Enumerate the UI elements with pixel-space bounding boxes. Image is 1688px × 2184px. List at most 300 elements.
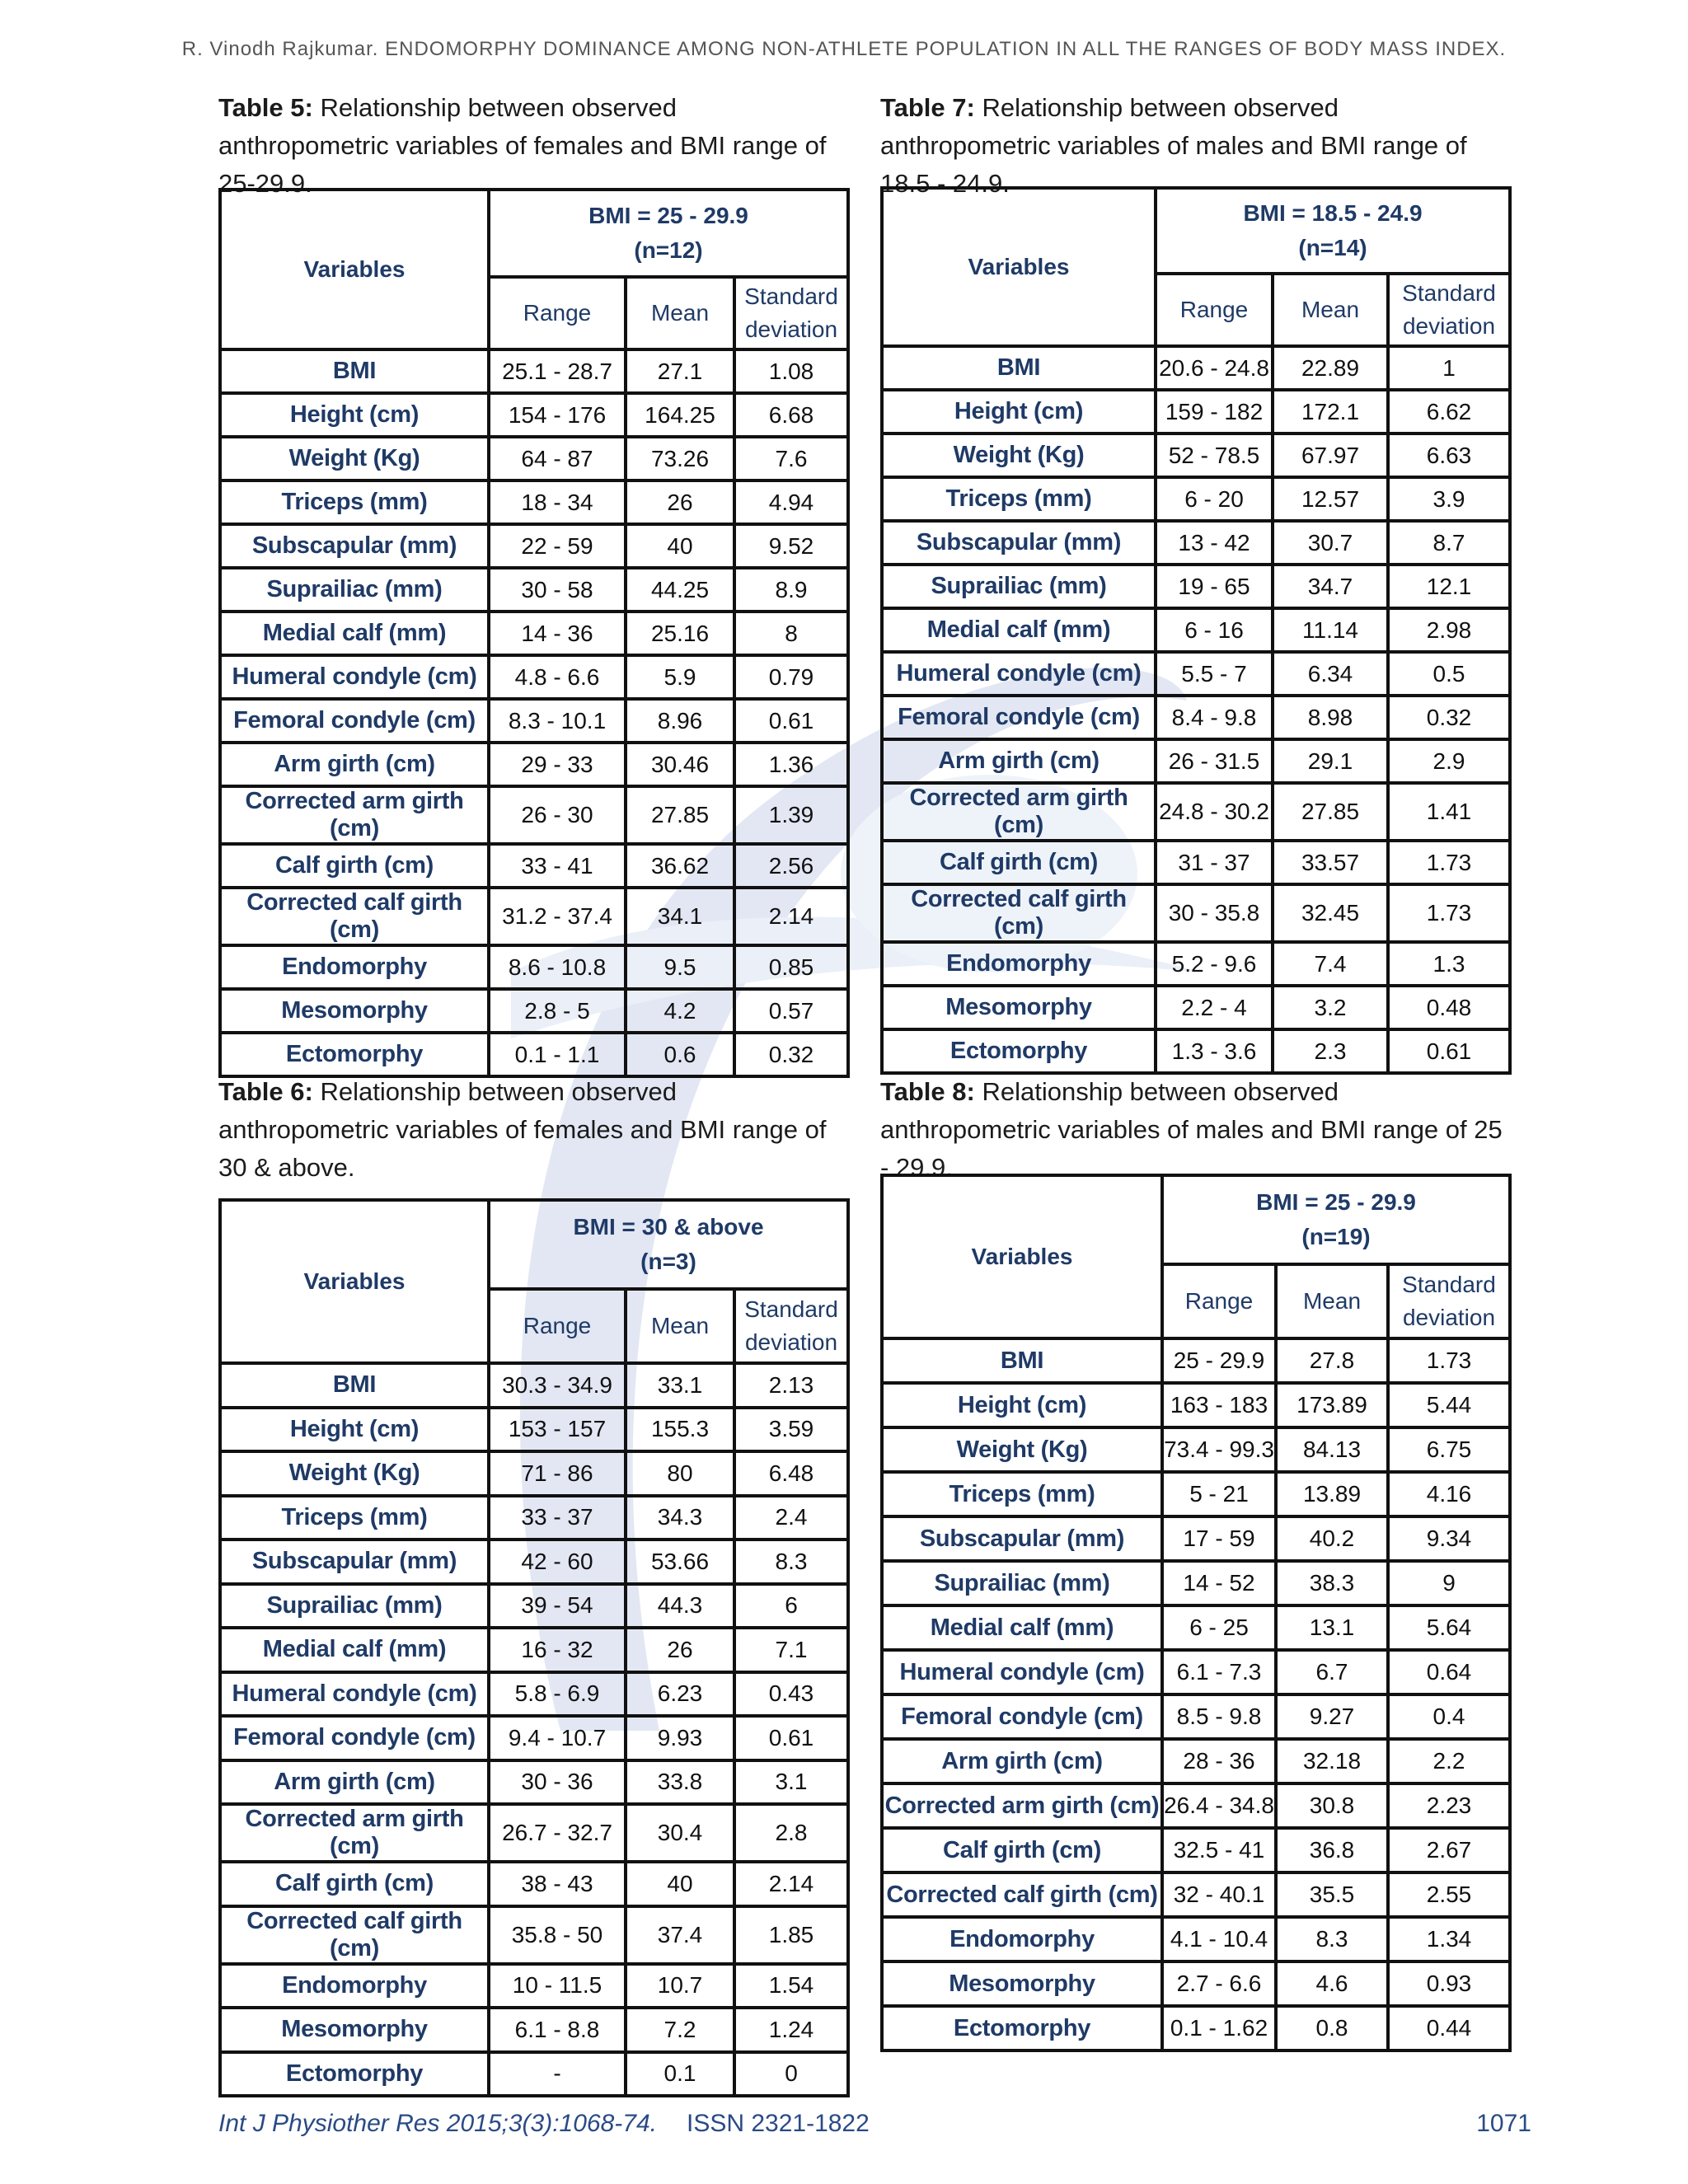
table-5 [218,188,850,1078]
sd-cell: 0.4 [1388,1694,1510,1739]
table-row [882,390,1510,434]
variable-cell: Mesomorphy [882,1961,1162,2006]
mean-cell: 11.14 [1273,608,1388,652]
mean-cell: 8.98 [1273,696,1388,739]
mean-cell: 8.3 [1276,1917,1388,1961]
page-number: 1071 [1476,2110,1531,2137]
table-row [220,1496,848,1540]
range-cell: 6.1 - 7.3 [1162,1650,1276,1694]
bmi-group-header: BMI = 18.5 - 24.9 (n=14) [1156,188,1510,274]
table-8 [880,1174,1512,2052]
sd-cell: 0.32 [1388,696,1510,739]
range-cell: 26.4 - 34.8 [1162,1783,1276,1828]
mean-cell: 27.8 [1276,1338,1388,1383]
mean-cell: 33.1 [626,1363,734,1408]
mean-cell: 4.6 [1276,1961,1388,2006]
variable-cell: BMI [220,1363,489,1408]
sd-cell: 0.61 [1388,1029,1510,1073]
sd-cell: 7.6 [734,437,848,480]
sd-cell: 0.93 [1388,1961,1510,2006]
sd-header: Standard deviation [734,1289,848,1363]
table-row [882,696,1510,739]
sd-cell: 4.94 [734,480,848,524]
variable-cell: Arm girth (cm) [220,1760,489,1805]
table-row [220,1804,848,1862]
variable-cell: Height (cm) [220,1408,489,1452]
sd-cell: 2.4 [734,1496,848,1540]
variable-cell: Corrected calf girth (cm) [220,888,489,945]
range-cell: 10 - 11.5 [489,1964,626,2008]
table-row [220,1584,848,1629]
range-cell: 31 - 37 [1156,841,1273,884]
sd-cell: 2.98 [1388,608,1510,652]
table-row [882,1694,1510,1739]
mean-cell: 35.5 [1276,1872,1388,1917]
mean-cell: 30.4 [626,1804,734,1862]
mean-cell: 4.2 [626,989,734,1033]
sd-cell: 2.14 [734,888,848,945]
variable-cell: Suprailiac (mm) [882,1561,1162,1605]
variable-cell: Height (cm) [882,390,1156,434]
sd-cell: 2.56 [734,844,848,888]
table-row [882,1029,1510,1073]
range-cell: 30 - 35.8 [1156,884,1273,942]
sd-cell: 2.13 [734,1363,848,1408]
table-row [882,739,1510,783]
variable-cell: Weight (Kg) [220,1451,489,1496]
variable-cell: Humeral condyle (cm) [220,1672,489,1717]
table-row [220,2052,848,2097]
table-row [220,1408,848,1452]
range-cell: 8.6 - 10.8 [489,945,626,989]
table-row [882,1472,1510,1516]
mean-cell: 32.18 [1276,1739,1388,1783]
mean-cell: 172.1 [1273,390,1388,434]
variable-cell: Subscapular (mm) [220,524,489,568]
mean-cell: 13.1 [1276,1605,1388,1650]
table-row [220,480,848,524]
table-row [882,1605,1510,1650]
variable-cell: Suprailiac (mm) [220,568,489,612]
table-row [882,1828,1510,1872]
range-cell: 24.8 - 30.2 [1156,783,1273,841]
table-row [882,884,1510,942]
sd-cell: 1.3 [1388,942,1510,986]
mean-cell: 34.3 [626,1496,734,1540]
table-6 [218,1198,850,2097]
table-row [220,1628,848,1672]
variable-cell: Weight (Kg) [882,434,1156,477]
sd-cell: 8.3 [734,1540,848,1584]
mean-cell: 6.34 [1273,652,1388,696]
table-row [220,437,848,480]
range-cell: 73.4 - 99.3 [1162,1427,1276,1472]
range-cell: 154 - 176 [489,393,626,437]
variable-cell: Endomorphy [882,1917,1162,1961]
variable-cell: Corrected calf girth (cm) [882,884,1156,942]
mean-cell: 25.16 [626,612,734,655]
table-row [220,1540,848,1584]
table-row [882,1739,1510,1783]
range-cell: 71 - 86 [489,1451,626,1496]
variable-cell: Triceps (mm) [882,477,1156,521]
variable-cell: Corrected arm girth (cm) [220,1804,489,1862]
table-row [882,565,1510,608]
variable-cell: Corrected calf girth (cm) [220,1906,489,1964]
table-row [882,608,1510,652]
variable-cell: Height (cm) [220,393,489,437]
variable-cell: Corrected arm girth (cm) [882,783,1156,841]
sd-cell: 6.62 [1388,390,1510,434]
table-row [882,477,1510,521]
range-cell: 26 - 31.5 [1156,739,1273,783]
sd-cell: 1.41 [1388,783,1510,841]
table-row [882,1917,1510,1961]
table-row [220,612,848,655]
variable-cell: Endomorphy [220,945,489,989]
mean-cell: 164.25 [626,393,734,437]
range-header: Range [1162,1264,1276,1338]
table-row [220,1451,848,1496]
mean-cell: 44.25 [626,568,734,612]
table-row [882,1427,1510,1472]
variable-cell: Triceps (mm) [220,1496,489,1540]
table-row [882,652,1510,696]
variable-cell: Calf girth (cm) [882,841,1156,884]
mean-cell: 33.57 [1273,841,1388,884]
variable-cell: Femoral condyle (cm) [220,699,489,743]
range-cell: 33 - 41 [489,844,626,888]
mean-cell: 27.1 [626,349,734,393]
table-row [882,986,1510,1029]
variable-cell: Triceps (mm) [220,480,489,524]
mean-cell: 40 [626,1862,734,1906]
range-cell: 5.2 - 9.6 [1156,942,1273,986]
mean-cell: 30.7 [1273,521,1388,565]
mean-cell: 34.1 [626,888,734,945]
range-cell: 6 - 16 [1156,608,1273,652]
sd-cell: 0.32 [734,1033,848,1076]
mean-cell: 5.9 [626,655,734,699]
table-row [882,841,1510,884]
table-row [220,568,848,612]
range-cell: 16 - 32 [489,1628,626,1672]
variable-cell: Subscapular (mm) [882,1516,1162,1561]
table-row [220,1906,848,1964]
range-cell: 26 - 30 [489,786,626,844]
sd-cell: 1.73 [1388,1338,1510,1383]
range-cell: 28 - 36 [1162,1739,1276,1783]
table-row [882,521,1510,565]
table-row [882,434,1510,477]
variables-header: Variables [220,190,489,349]
variable-cell: Ectomorphy [882,2006,1162,2050]
table-row [220,1862,848,1906]
range-cell: 64 - 87 [489,437,626,480]
range-cell: 13 - 42 [1156,521,1273,565]
table-row [882,1783,1510,1828]
mean-cell: 73.26 [626,437,734,480]
range-cell: 17 - 59 [1162,1516,1276,1561]
range-header: Range [489,1289,626,1363]
range-cell: 42 - 60 [489,1540,626,1584]
table-row [220,1033,848,1076]
variables-header: Variables [882,1175,1162,1338]
variable-cell: BMI [220,349,489,393]
sd-cell: 1.24 [734,2008,848,2052]
range-cell: 33 - 37 [489,1496,626,1540]
sd-cell: 0.43 [734,1672,848,1717]
variable-cell: Femoral condyle (cm) [882,696,1156,739]
table-row [882,2006,1510,2050]
mean-cell: 7.4 [1273,942,1388,986]
mean-cell: 30.46 [626,743,734,786]
sd-cell: 2.9 [1388,739,1510,783]
variable-cell: Ectomorphy [220,2052,489,2097]
range-cell: 2.8 - 5 [489,989,626,1033]
table-row [220,786,848,844]
running-header: R. Vinodh Rajkumar. ENDOMORPHY DOMINANCE AMONG NON-ATHLETE POPULATION IN ALL THE RANGES OF BODY MASS INDEX. [181,38,1507,60]
variable-cell: Ectomorphy [882,1029,1156,1073]
mean-cell: 33.8 [626,1760,734,1805]
mean-cell: 13.89 [1276,1472,1388,1516]
range-cell: 5.8 - 6.9 [489,1672,626,1717]
table-row [220,844,848,888]
range-cell: 29 - 33 [489,743,626,786]
sd-cell: 0.85 [734,945,848,989]
range-cell: 14 - 52 [1162,1561,1276,1605]
table-7 [880,186,1512,1075]
mean-cell: 40 [626,524,734,568]
sd-cell: 6 [734,1584,848,1629]
sd-cell: 9.34 [1388,1516,1510,1561]
sd-cell: 1.39 [734,786,848,844]
mean-cell: 32.45 [1273,884,1388,942]
sd-cell: 0.64 [1388,1650,1510,1694]
variable-cell: Subscapular (mm) [220,1540,489,1584]
sd-cell: 0.61 [734,1716,848,1760]
range-cell: 6 - 20 [1156,477,1273,521]
sd-cell: 6.75 [1388,1427,1510,1472]
table-row [220,524,848,568]
variable-cell: Humeral condyle (cm) [220,655,489,699]
bmi-group-header: BMI = 25 - 29.9 (n=12) [489,190,848,277]
table-8-caption: Table 8: Relationship between observed anthropometric variables of males and BMI range of 25 - 29.9. [880,1077,1503,1182]
variable-cell: Medial calf (mm) [882,1605,1162,1650]
variable-cell: Arm girth (cm) [882,1739,1162,1783]
table-row [220,699,848,743]
mean-cell: 30.8 [1276,1783,1388,1828]
mean-cell: 0.8 [1276,2006,1388,2050]
table-row [220,1363,848,1408]
variable-cell: Weight (Kg) [882,1427,1162,1472]
range-cell: 18 - 34 [489,480,626,524]
variable-cell: Humeral condyle (cm) [882,652,1156,696]
range-cell: - [489,2052,626,2097]
sd-cell: 1.73 [1388,841,1510,884]
range-cell: 8.4 - 9.8 [1156,696,1273,739]
sd-cell: 3.9 [1388,477,1510,521]
variable-cell: Medial calf (mm) [220,1628,489,1672]
sd-cell: 2.55 [1388,1872,1510,1917]
range-cell: 159 - 182 [1156,390,1273,434]
sd-cell: 0.61 [734,699,848,743]
sd-cell: 0.79 [734,655,848,699]
sd-cell: 1.34 [1388,1917,1510,1961]
sd-cell: 1.08 [734,349,848,393]
variables-header: Variables [220,1200,489,1363]
variable-cell: Suprailiac (mm) [220,1584,489,1629]
range-cell: 30 - 58 [489,568,626,612]
range-cell: 52 - 78.5 [1156,434,1273,477]
range-cell: 0.1 - 1.1 [489,1033,626,1076]
sd-header: Standard deviation [1388,1264,1510,1338]
mean-cell: 7.2 [626,2008,734,2052]
sd-cell: 2.2 [1388,1739,1510,1783]
table-row [882,346,1510,390]
mean-cell: 40.2 [1276,1516,1388,1561]
range-cell: 20.6 - 24.8 [1156,346,1273,390]
variable-cell: Femoral condyle (cm) [220,1716,489,1760]
sd-cell: 9 [1388,1561,1510,1605]
table-row [882,1561,1510,1605]
sd-cell: 3.59 [734,1408,848,1452]
sd-cell: 0.5 [1388,652,1510,696]
range-cell: 32 - 40.1 [1162,1872,1276,1917]
sd-cell: 4.16 [1388,1472,1510,1516]
sd-cell: 7.1 [734,1628,848,1672]
mean-cell: 155.3 [626,1408,734,1452]
variable-cell: Triceps (mm) [882,1472,1162,1516]
mean-cell: 6.7 [1276,1650,1388,1694]
range-cell: 26.7 - 32.7 [489,1804,626,1862]
range-cell: 4.1 - 10.4 [1162,1917,1276,1961]
range-cell: 6.1 - 8.8 [489,2008,626,2052]
table-7-caption: Table 7: Relationship between observed anthropometric variables of males and BMI range of 18.5 - 24.9. [880,93,1467,198]
table-row [220,393,848,437]
mean-cell: 34.7 [1273,565,1388,608]
table-row [882,1650,1510,1694]
range-cell: 4.8 - 6.6 [489,655,626,699]
mean-cell: 36.62 [626,844,734,888]
variable-cell: Femoral condyle (cm) [882,1694,1162,1739]
sd-cell: 1 [1388,346,1510,390]
range-header: Range [1156,274,1273,346]
mean-cell: 12.57 [1273,477,1388,521]
sd-cell: 8.7 [1388,521,1510,565]
mean-cell: 26 [626,1628,734,1672]
mean-header: Mean [1273,274,1388,346]
range-cell: 25.1 - 28.7 [489,349,626,393]
sd-cell: 1.54 [734,1964,848,2008]
variable-cell: BMI [882,346,1156,390]
range-cell: 5 - 21 [1162,1472,1276,1516]
sd-cell: 0.44 [1388,2006,1510,2050]
range-cell: 22 - 59 [489,524,626,568]
mean-header: Mean [1276,1264,1388,1338]
mean-cell: 10.7 [626,1964,734,2008]
variable-cell: Weight (Kg) [220,437,489,480]
table-row [882,1961,1510,2006]
range-cell: 14 - 36 [489,612,626,655]
range-cell: 35.8 - 50 [489,1906,626,1964]
range-cell: 8.3 - 10.1 [489,699,626,743]
range-cell: 38 - 43 [489,1862,626,1906]
mean-header: Mean [626,1289,734,1363]
variable-cell: Mesomorphy [220,2008,489,2052]
table-row [882,1383,1510,1427]
variable-cell: Subscapular (mm) [882,521,1156,565]
sd-cell: 0.48 [1388,986,1510,1029]
table-6-caption: Table 6: Relationship between observed anthropometric variables of females and BMI range of 30 & above. [218,1077,827,1182]
range-cell: 30 - 36 [489,1760,626,1805]
variable-cell: Height (cm) [882,1383,1162,1427]
sd-cell: 8 [734,612,848,655]
sd-cell: 2.14 [734,1862,848,1906]
table-row [220,1964,848,2008]
sd-cell: 8.9 [734,568,848,612]
range-cell: 30.3 - 34.9 [489,1363,626,1408]
mean-cell: 173.89 [1276,1383,1388,1427]
sd-cell: 5.64 [1388,1605,1510,1650]
bmi-group-header: BMI = 30 & above (n=3) [489,1200,848,1289]
table-row [220,349,848,393]
sd-cell: 1.73 [1388,884,1510,942]
table-row [882,1338,1510,1383]
variable-cell: Medial calf (mm) [882,608,1156,652]
mean-cell: 9.27 [1276,1694,1388,1739]
mean-cell: 37.4 [626,1906,734,1964]
range-cell: 2.2 - 4 [1156,986,1273,1029]
mean-cell: 29.1 [1273,739,1388,783]
table-row [220,1716,848,1760]
table-row [882,783,1510,841]
variable-cell: BMI [882,1338,1162,1383]
variable-cell: Ectomorphy [220,1033,489,1076]
sd-cell: 2.67 [1388,1828,1510,1872]
table-row [220,2008,848,2052]
range-cell: 32.5 - 41 [1162,1828,1276,1872]
mean-header: Mean [626,277,734,349]
mean-cell: 0.6 [626,1033,734,1076]
range-cell: 9.4 - 10.7 [489,1716,626,1760]
range-cell: 163 - 183 [1162,1383,1276,1427]
table-row [882,1516,1510,1561]
range-cell: 1.3 - 3.6 [1156,1029,1273,1073]
range-header: Range [489,277,626,349]
table-row [220,655,848,699]
mean-cell: 8.96 [626,699,734,743]
mean-cell: 9.93 [626,1716,734,1760]
table-row [220,989,848,1033]
variable-cell: Calf girth (cm) [220,1862,489,1906]
variable-cell: Endomorphy [220,1964,489,2008]
table-row [220,888,848,945]
sd-cell: 0.57 [734,989,848,1033]
sd-cell: 12.1 [1388,565,1510,608]
range-cell: 8.5 - 9.8 [1162,1694,1276,1739]
table-row [882,1872,1510,1917]
mean-cell: 2.3 [1273,1029,1388,1073]
variable-cell: Arm girth (cm) [882,739,1156,783]
sd-cell: 3.1 [734,1760,848,1805]
range-cell: 2.7 - 6.6 [1162,1961,1276,2006]
sd-cell: 5.44 [1388,1383,1510,1427]
mean-cell: 26 [626,480,734,524]
variable-cell: Medial calf (mm) [220,612,489,655]
range-cell: 25 - 29.9 [1162,1338,1276,1383]
range-cell: 153 - 157 [489,1408,626,1452]
